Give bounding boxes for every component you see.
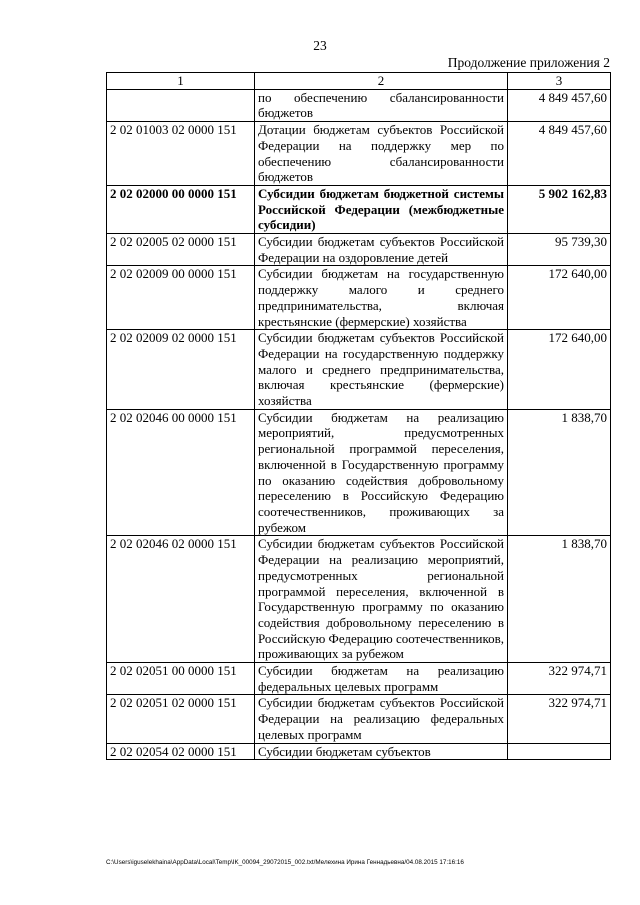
budget-amount: 1 838,70 (508, 536, 611, 663)
budget-code: 2 02 02051 02 0000 151 (107, 695, 255, 743)
budget-code: 2 02 02009 00 0000 151 (107, 266, 255, 330)
table-row (107, 536, 611, 663)
budget-code: 2 02 02009 02 0000 151 (107, 330, 255, 410)
budget-code: 2 02 02046 02 0000 151 (107, 536, 255, 663)
budget-amount: 172 640,00 (508, 330, 611, 410)
budget-amount: 4 849 457,60 (508, 122, 611, 186)
budget-code: 2 02 02054 02 0000 151 (107, 743, 255, 760)
budget-description: Субсидии бюджетам на государственную поддержку малого и среднего предпринимательства, включая крестьянские (фермерские) хозяйства (255, 266, 508, 330)
budget-amount: 322 974,71 (508, 695, 611, 743)
budget-code: 2 02 02051 00 0000 151 (107, 663, 255, 695)
budget-description: Субсидии бюджетам субъектов Российской Федерации на государственную поддержку малого и среднего предпринимательства, включая крестьянские (фермерские) хозяйства (255, 330, 508, 410)
continuation-label: Продолжение приложения 2 (447, 55, 610, 70)
table-row (107, 663, 611, 695)
table-row (107, 409, 611, 536)
table-row (107, 266, 611, 330)
footer-file-path: C:\Users\iguselekhaina\AppData\Local\Temp\IK_00094_29072015_002.txt/Мелехина Ирина Геннадьевна/04.08.2015 17:16:16 (106, 859, 464, 866)
budget-code: 2 02 02005 02 0000 151 (107, 234, 255, 266)
budget-description: Субсидии бюджетам субъектов Российской Федерации на реализацию мероприятий, предусмотренных региональной программой переселения, включенной в Государственную программу по оказанию содействия добровольному переселению в Российскую Федерацию соотечественников, проживающих за рубежом (255, 536, 508, 663)
budget-amount: 95 739,30 (508, 234, 611, 266)
table-row-total (107, 185, 611, 233)
budget-description: Субсидии бюджетам субъектов Российской Федерации на оздоровление детей (255, 234, 508, 266)
table-row (107, 695, 611, 743)
budget-description: Субсидии бюджетам на реализацию мероприятий, предусмотренных региональной программой переселения, включенной в Государственную программу по оказанию содействия добровольному переселению в Российскую Федерацию соотечественников, проживающих за рубежом (255, 409, 508, 536)
budget-description: Субсидии бюджетам бюджетной системы Российской Федерации (межбюджетные субсидии) (255, 185, 508, 233)
budget-amount: 4 849 457,60 (508, 89, 611, 121)
budget-code: 2 02 02000 00 0000 151 (107, 185, 255, 233)
budget-code: 2 02 02046 00 0000 151 (107, 409, 255, 536)
budget-amount (508, 743, 611, 760)
table-header-row (107, 73, 611, 90)
table-row (107, 89, 611, 121)
budget-code: 2 02 01003 02 0000 151 (107, 122, 255, 186)
table-row (107, 122, 611, 186)
header-col-2: 2 (255, 73, 508, 90)
budget-amount: 5 902 162,83 (508, 185, 611, 233)
budget-amount: 1 838,70 (508, 409, 611, 536)
budget-description: Субсидии бюджетам субъектов Российской Федерации на реализацию федеральных целевых программ (255, 695, 508, 743)
budget-code (107, 89, 255, 121)
budget-table (106, 72, 611, 760)
budget-description: Дотации бюджетам субъектов Российской Федерации на поддержку мер по обеспечению сбалансированности бюджетов (255, 122, 508, 186)
table-row (107, 743, 611, 760)
budget-amount: 322 974,71 (508, 663, 611, 695)
table-row (107, 330, 611, 410)
budget-description: по обеспечению сбалансированности бюджетов (255, 89, 508, 121)
budget-description: Субсидии бюджетам на реализацию федеральных целевых программ (255, 663, 508, 695)
header-col-3: 3 (508, 73, 611, 90)
budget-amount: 172 640,00 (508, 266, 611, 330)
budget-description: Субсидии бюджетам субъектов (255, 743, 508, 760)
page-number: 23 (313, 38, 327, 53)
table-row (107, 234, 611, 266)
header-col-1: 1 (107, 73, 255, 90)
